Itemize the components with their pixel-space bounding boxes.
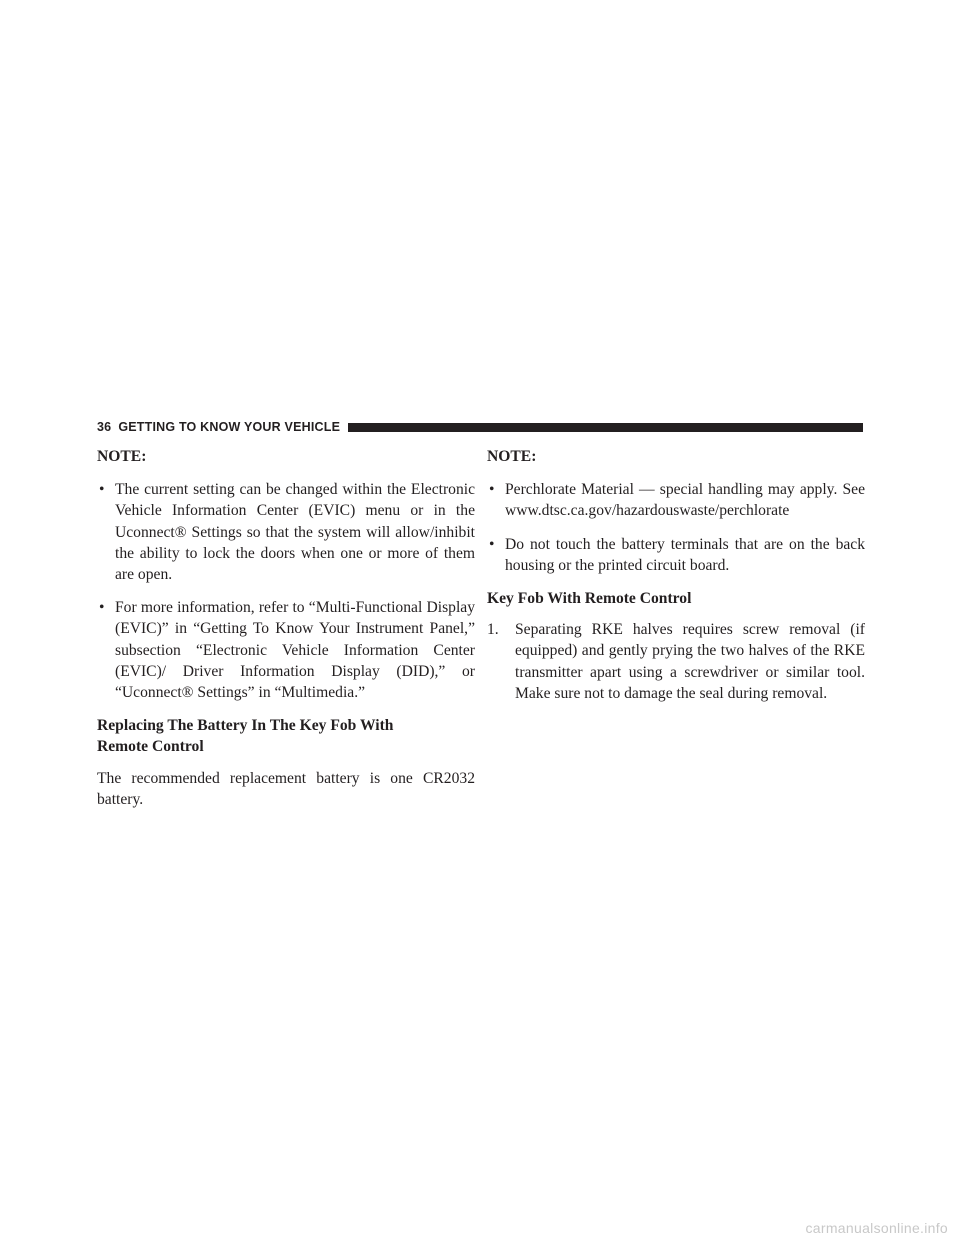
page-number: 36: [97, 420, 112, 434]
bullet-icon: •: [489, 481, 495, 499]
numbered-step: [487, 619, 865, 704]
bullet-icon: •: [99, 599, 105, 617]
subheading-line: Replacing The Battery In The Key Fob With: [97, 717, 394, 735]
header-rule: [348, 423, 863, 432]
bullet-text: Perchlorate Material — special handling may apply. See www.dtsc.ca.gov/hazardouswaste/perchlorate: [505, 481, 865, 520]
list-item: [97, 597, 475, 703]
bullet-text: For more information, refer to “Multi-Functional Display (EVIC)” in “Getting To Know Your Instrument Panel,” subsection “Electronic Vehicle Information Center (EVIC)/ Driver Information Display (DID),” or “Uconnect® Settings” in “Multimedia.”: [115, 599, 475, 702]
list-item: [487, 479, 865, 521]
right-column: [487, 446, 865, 704]
bullet-text: Do not touch the battery terminals that are on the back housing or the printed circuit board.: [505, 535, 865, 574]
note-heading: NOTE:: [487, 448, 537, 465]
bullet-icon: •: [99, 481, 105, 499]
note-heading: NOTE:: [97, 448, 147, 465]
page-header: [97, 419, 863, 435]
bullet-text: The current setting can be changed within the Electronic Vehicle Information Center (EVIC) menu or in the Uconnect® Settings so that the system will allow/inhibit the ability to lock the doors when one or more of them are open.: [115, 481, 475, 584]
list-item: [487, 534, 865, 576]
bullet-icon: •: [489, 535, 495, 553]
step-number: 1.: [487, 621, 499, 639]
section-subheading: Key Fob With Remote Control: [487, 590, 692, 608]
subheading-line: Remote Control: [97, 738, 204, 756]
watermark: carmanualsonline.info: [805, 1220, 948, 1236]
list-item: [97, 479, 475, 585]
left-column: [97, 446, 475, 822]
body-paragraph: The recommended replacement battery is one CR2032 battery.: [97, 769, 475, 808]
step-text: Separating RKE halves requires screw removal (if equipped) and gently prying the two halves of the RKE transmitter apart using a screwdriver or similar tool. Make sure not to damage the seal during removal.: [515, 621, 865, 702]
section-title: GETTING TO KNOW YOUR VEHICLE: [118, 420, 341, 434]
section-subheading: [97, 715, 475, 757]
